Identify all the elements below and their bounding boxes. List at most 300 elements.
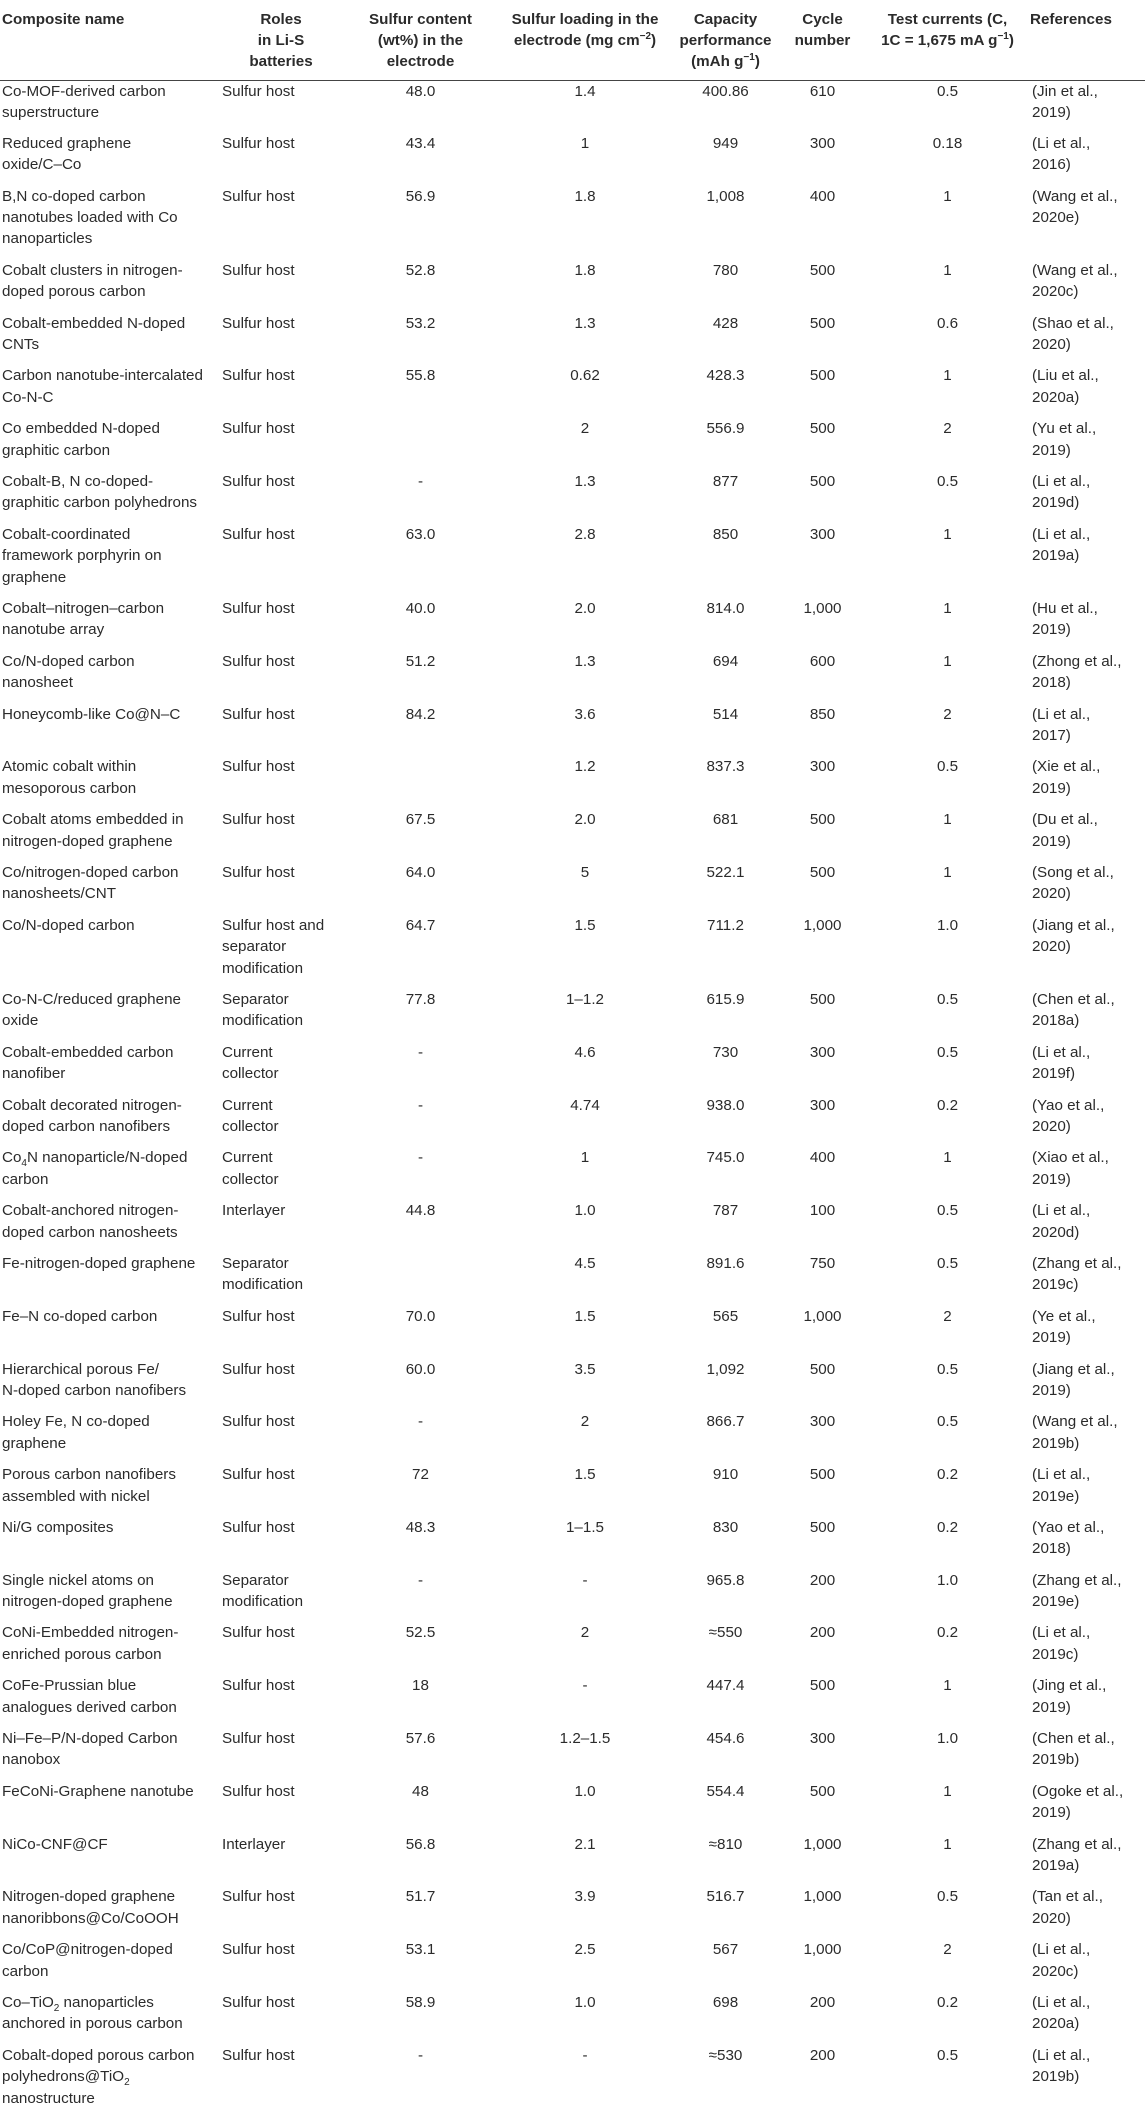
table-row [0, 1728, 1145, 1781]
cycle-number-cell: 200 [809, 1571, 836, 1589]
cycle-number-cell: 300 [809, 1730, 836, 1748]
role-cell: Sulfur host [222, 1624, 295, 1642]
sulfur-loading-cell: 2 [580, 1624, 590, 1642]
composite-name-cell: Co/N-doped carbon [2, 916, 135, 934]
header-cycle-number: Cycle number [778, 0, 867, 80]
table-row [0, 809, 1145, 862]
sulfur-loading-cell: - [582, 1571, 588, 1589]
table-row [0, 1517, 1145, 1570]
table-row [0, 418, 1145, 471]
test-current-cell: 0.5 [936, 1413, 959, 1431]
capacity-cell: 447.4 [706, 1677, 745, 1695]
cycle-number-cell: 400 [809, 187, 836, 205]
sulfur-loading-cell: 1.3 [574, 472, 596, 490]
test-current-cell: 1 [943, 599, 952, 617]
capacity-cell: 850 [712, 525, 739, 543]
cycle-number-cell: 1,000 [803, 1941, 842, 1959]
reference-cell: (Li et al., 2019a) [1032, 525, 1091, 565]
sulfur-content-cell: 51.7 [405, 1888, 436, 1906]
role-cell: Sulfur host [222, 1677, 295, 1695]
capacity-cell: 787 [712, 1202, 739, 1220]
composite-name-cell: CoNi-Embedded nitrogen- enriched porous carbon [2, 1624, 179, 1663]
capacity-cell: 814.0 [706, 599, 745, 617]
table-row [0, 1886, 1145, 1939]
reference-cell: (Li et al., 2019c) [1032, 1624, 1091, 1663]
sulfur-content-cell: - [417, 1571, 424, 1589]
role-cell: Sulfur host [222, 705, 295, 723]
sulfur-content-cell: 63.0 [405, 525, 436, 543]
reference-cell: (Li et al., 2019f) [1032, 1043, 1091, 1083]
cycle-number-cell: 300 [809, 525, 836, 543]
cycle-number-cell: 200 [809, 1624, 836, 1642]
reference-cell: (Zhong et al., 2018) [1032, 652, 1122, 692]
reference-cell: (Li et al., 2019e) [1032, 1466, 1091, 1505]
table-row [0, 1042, 1145, 1095]
test-current-cell: 1 [943, 811, 952, 829]
test-current-cell: 2 [943, 1941, 952, 1959]
header-sulfur-content: Sulfur content (wt%) in the electrode [344, 0, 497, 80]
sulfur-loading-cell: 1.3 [574, 314, 596, 332]
table-row [0, 915, 1145, 989]
reference-cell: (Zhang et al., 2019a) [1032, 1835, 1122, 1875]
test-current-cell: 0.5 [936, 1202, 959, 1220]
role-cell: Current collector [222, 1043, 279, 1083]
sulfur-loading-cell: 1.8 [574, 261, 596, 279]
sulfur-content-cell: 44.8 [405, 1202, 436, 1220]
composite-name-cell: Cobalt-embedded carbon nanofiber [2, 1043, 174, 1083]
capacity-cell: 837.3 [706, 758, 745, 776]
sulfur-loading-cell: 2.1 [574, 1835, 596, 1853]
test-current-cell: 0.5 [936, 1360, 959, 1378]
sulfur-loading-cell: 3.9 [574, 1888, 596, 1906]
composite-name-cell: Cobalt atoms embedded in nitrogen-doped graphene [2, 811, 184, 850]
capacity-cell: 1,092 [706, 1360, 745, 1378]
reference-cell: (Li et al., 2020a) [1032, 1994, 1091, 2033]
composite-name-cell: NiCo-CNF@CF [2, 1835, 108, 1853]
reference-cell: (Jing et al., 2019) [1032, 1677, 1107, 1716]
composite-name-cell: Cobalt-embedded N-doped CNTs [2, 314, 186, 353]
table-row [0, 651, 1145, 704]
test-current-cell: 1 [943, 525, 952, 543]
sulfur-loading-cell: 1.2 [574, 758, 596, 776]
composite-name-cell: Ni–Fe–P/N-doped Carbon nanobox [2, 1730, 178, 1769]
capacity-cell: 949 [712, 134, 739, 152]
test-current-cell: 1.0 [936, 1571, 959, 1589]
capacity-cell: 780 [712, 261, 739, 279]
capacity-cell: 554.4 [706, 1782, 745, 1800]
sulfur-content-cell: 53.1 [405, 1941, 436, 1959]
capacity-cell: 891.6 [706, 1254, 745, 1272]
role-cell: Sulfur host [222, 1413, 295, 1431]
composite-name-cell: CoFe-Prussian blue analogues derived carbon [2, 1677, 177, 1716]
cycle-number-cell: 1,000 [803, 1835, 842, 1853]
capacity-cell: 830 [712, 1518, 739, 1536]
sulfur-content-cell: 56.9 [405, 187, 436, 205]
test-current-cell: 0.5 [936, 472, 959, 490]
header-test-currents: Test currents (C, 1C = 1,675 mA $g^{-1}$) [867, 0, 1028, 80]
sulfur-loading-cell: 2.8 [574, 525, 596, 543]
composite-name-cell: Hierarchical porous Fe/ N-doped carbon nanofibers [2, 1360, 187, 1399]
role-cell: Current collector [222, 1096, 279, 1135]
role-cell: Sulfur host [222, 472, 295, 490]
table-row [0, 1675, 1145, 1728]
capacity-cell: ≈810 [708, 1835, 743, 1853]
capacity-cell: 910 [712, 1466, 739, 1484]
reference-cell: (Zhang et al., 2019c) [1032, 1254, 1122, 1294]
test-current-cell: 1 [943, 1149, 952, 1167]
role-cell: Sulfur host [222, 1994, 295, 2012]
capacity-cell: 514 [712, 705, 739, 723]
cycle-number-cell: 1,000 [803, 599, 842, 617]
composite-name-cell: Single nickel atoms on nitrogen-doped graphene [2, 1571, 173, 1611]
sulfur-content-cell: 77.8 [405, 990, 436, 1008]
role-cell: Sulfur host [222, 1307, 295, 1325]
test-current-cell: 0.5 [936, 1888, 959, 1906]
composite-name-cell: Fe-nitrogen-doped graphene [2, 1254, 196, 1272]
test-current-cell: 0.5 [936, 1254, 959, 1272]
role-cell: Sulfur host [222, 134, 295, 152]
capacity-cell: 694 [712, 652, 739, 670]
role-cell: Separator modification [222, 1254, 304, 1294]
reference-cell: (Zhang et al., 2019e) [1032, 1571, 1122, 1611]
table-row [0, 1147, 1145, 1200]
composite-name-cell: Cobalt-coordinated framework porphyrin on graphene [2, 525, 162, 586]
test-current-cell: 0.18 [932, 134, 963, 152]
reference-cell: (Li et al., 2019b) [1032, 2046, 1091, 2086]
capacity-cell: 556.9 [706, 420, 745, 438]
table-row [0, 989, 1145, 1042]
capacity-cell: ≈530 [708, 2046, 743, 2064]
sulfur-content-cell: 52.8 [405, 261, 436, 279]
capacity-cell: 711.2 [707, 916, 744, 934]
sulfur-loading-cell: 1 [580, 134, 590, 152]
role-cell: Sulfur host [222, 758, 295, 776]
composite-name-cell: Cobalt clusters in nitrogen- doped porous carbon [2, 261, 183, 301]
cycle-number-cell: 200 [809, 2046, 836, 2064]
sulfur-content-cell [344, 756, 497, 809]
table-body [0, 80, 1145, 2119]
role-cell: Current collector [222, 1149, 279, 1188]
test-current-cell: 1 [943, 261, 952, 279]
reference-cell: (Jiang et al., 2019) [1032, 1360, 1115, 1399]
table-row [0, 1992, 1145, 2045]
role-cell: Sulfur host [222, 1466, 295, 1484]
table-row [0, 524, 1145, 598]
reference-cell: (Ye et al., 2019) [1032, 1307, 1096, 1347]
table-row [0, 1570, 1145, 1623]
composite-name-cell: Co embedded N-doped graphitic carbon [2, 420, 160, 459]
table-row [0, 2045, 1145, 2119]
role-cell: Sulfur host [222, 811, 295, 829]
composite-name-cell: Cobalt–nitrogen–carbon nanotube array [2, 599, 165, 639]
role-cell: Sulfur host [222, 2046, 295, 2064]
table-row [0, 1359, 1145, 1412]
reference-cell: (Xiao et al., 2019) [1032, 1149, 1109, 1188]
reference-cell: (Jin et al., 2019) [1032, 82, 1098, 121]
sulfur-loading-cell: 2 [580, 420, 590, 438]
capacity-cell: 400.86 [702, 82, 749, 100]
composite-name-cell: Holey Fe, N co-doped graphene [2, 1413, 150, 1452]
reference-cell: (Song et al., 2020) [1032, 863, 1114, 903]
role-cell: Sulfur host [222, 652, 295, 670]
sulfur-content-cell: 67.5 [405, 811, 436, 829]
test-current-cell: 0.5 [936, 990, 959, 1008]
composite-name-cell: Fe–N co-doped carbon [2, 1307, 158, 1325]
test-current-cell: 0.5 [936, 82, 959, 100]
composite-name-cell: $Co_4N$ nanoparticle/N-doped carbon [2, 1149, 188, 1188]
test-current-cell: 1 [943, 187, 952, 205]
role-cell: Sulfur host [222, 1730, 295, 1748]
header-references: References [1028, 0, 1145, 80]
sulfur-loading-cell: 1 [580, 1149, 590, 1167]
role-cell: Sulfur host [222, 599, 295, 617]
test-current-cell: 2 [943, 1307, 952, 1325]
reference-cell: (Li et al., 2017) [1032, 705, 1091, 744]
sulfur-loading-cell: 2 [580, 1413, 590, 1431]
test-current-cell: 1 [943, 652, 952, 670]
table-header-row [0, 0, 1145, 80]
role-cell: Sulfur host [222, 1518, 295, 1536]
header-roles: Roles in Li-S batteries [218, 0, 344, 80]
cycle-number-cell: 500 [809, 1360, 836, 1378]
capacity-cell: ≈550 [708, 1624, 743, 1642]
table-row [0, 80, 1145, 133]
reference-cell: (Chen et al., 2019b) [1032, 1730, 1115, 1769]
sulfur-loading-cell: 4.74 [570, 1096, 600, 1114]
sulfur-loading-cell: 1–1.5 [565, 1518, 604, 1536]
cycle-number-cell: 500 [809, 367, 836, 385]
sulfur-loading-cell: 0.62 [570, 367, 600, 385]
table-row [0, 1622, 1145, 1675]
sulfur-content-cell: 52.5 [405, 1624, 436, 1642]
composite-name-cell: Co/CoP@nitrogen-doped carbon [2, 1941, 173, 1980]
cycle-number-cell: 850 [809, 705, 836, 723]
capacity-cell: 877 [712, 472, 739, 490]
table-row [0, 598, 1145, 651]
composite-name-cell: Cobalt-anchored nitrogen- doped carbon nanosheets [2, 1202, 179, 1241]
sulfur-content-cell: 57.6 [405, 1730, 436, 1748]
sulfur-content-cell: 53.2 [405, 314, 436, 332]
test-current-cell: 0.5 [936, 758, 959, 776]
sulfur-loading-cell: 1.3 [574, 652, 596, 670]
reference-cell: (Shao et al., 2020) [1032, 314, 1114, 353]
composite-name-cell: B,N co-doped carbon nanotubes loaded with Co nanoparticles [2, 187, 178, 248]
capacity-cell: 428 [712, 314, 739, 332]
cycle-number-cell: 1,000 [803, 1888, 842, 1906]
test-current-cell: 1 [943, 1677, 952, 1695]
capacity-cell: 745.0 [706, 1149, 745, 1167]
sulfur-loading-cell: 2.5 [574, 1941, 596, 1959]
composite-name-cell: FeCoNi-Graphene nanotube [2, 1782, 194, 1800]
sulfur-content-cell: 64.7 [405, 916, 436, 934]
sulfur-loading-cell: 1.8 [574, 187, 596, 205]
sulfur-loading-cell: 2.0 [574, 599, 596, 617]
sulfur-loading-cell: 3.5 [574, 1360, 596, 1378]
test-current-cell: 2 [943, 705, 952, 723]
reference-cell: (Xie et al., 2019) [1032, 758, 1101, 797]
test-current-cell: 0.5 [936, 1043, 959, 1061]
role-cell: Interlayer [222, 1835, 286, 1853]
table-row [0, 186, 1145, 260]
sulfur-content-cell: - [417, 1149, 424, 1167]
cycle-number-cell: 400 [809, 1149, 836, 1167]
sulfur-content-cell: - [417, 2046, 424, 2064]
composite-name-cell: Nitrogen-doped graphene nanoribbons@Co/CoOOH [2, 1888, 179, 1927]
reference-cell: (Li et al., 2020c) [1032, 1941, 1091, 1980]
composite-name-cell: Honeycomb-like Co@N–C [2, 705, 181, 723]
sulfur-loading-cell: 5 [580, 863, 590, 881]
table-row [0, 365, 1145, 418]
capacity-cell: 938.0 [706, 1096, 745, 1114]
cycle-number-cell: 300 [809, 1043, 836, 1061]
cycle-number-cell: 100 [809, 1202, 836, 1220]
role-cell: Sulfur host [222, 1782, 295, 1800]
table-row [0, 1781, 1145, 1834]
cycle-number-cell: 500 [809, 811, 836, 829]
composite-name-cell: Co/nitrogen-doped carbon nanosheets/CNT [2, 863, 179, 903]
capacity-cell: 730 [712, 1043, 739, 1061]
test-current-cell: 0.2 [936, 1994, 959, 2012]
sulfur-content-cell: 48.3 [405, 1518, 436, 1536]
role-cell: Sulfur host [222, 863, 295, 881]
table-row [0, 862, 1145, 915]
role-cell: Sulfur host [222, 1360, 295, 1378]
cycle-number-cell: 300 [809, 1413, 836, 1431]
table-row [0, 471, 1145, 524]
test-current-cell: 0.2 [936, 1466, 959, 1484]
sulfur-loading-cell: 1–1.2 [565, 990, 604, 1008]
capacity-cell: 516.7 [706, 1888, 745, 1906]
role-cell: Sulfur host and separator modification [222, 916, 325, 977]
cycle-number-cell: 500 [809, 1782, 836, 1800]
capacity-cell: 1,008 [706, 187, 745, 205]
sulfur-content-cell: 70.0 [405, 1307, 436, 1325]
cycle-number-cell: 300 [809, 134, 836, 152]
reference-cell: (Wang et al., 2020c) [1032, 261, 1118, 301]
sulfur-content-cell: 72 [412, 1466, 429, 1484]
sulfur-loading-cell: 4.5 [574, 1254, 596, 1272]
cycle-number-cell: 750 [809, 1254, 836, 1272]
sulfur-loading-cell: 1.0 [574, 1202, 596, 1220]
capacity-cell: 567 [712, 1941, 739, 1959]
role-cell: Sulfur host [222, 82, 295, 100]
sulfur-loading-cell: 1.0 [574, 1994, 596, 2012]
role-cell: Sulfur host [222, 1941, 295, 1959]
reference-cell: (Liu et al., 2020a) [1032, 367, 1099, 406]
capacity-cell: 698 [712, 1994, 739, 2012]
reference-cell: (Ogoke et al., 2019) [1032, 1782, 1124, 1822]
cycle-number-cell: 500 [809, 420, 836, 438]
composite-name-cell: Co-N-C/reduced graphene oxide [2, 990, 181, 1030]
test-current-cell: 1.0 [936, 1730, 959, 1748]
capacity-cell: 522.1 [706, 863, 745, 881]
test-current-cell: 2 [943, 420, 952, 438]
composite-name-cell: Cobalt-doped porous carbon polyhedrons@TiO$_2$ nanostructure [2, 2046, 195, 2107]
sulfur-content-cell: - [417, 1413, 424, 1431]
sulfur-content-cell [344, 1253, 497, 1306]
cycle-number-cell: 500 [809, 1518, 836, 1536]
reference-cell: (Tan et al., 2020) [1032, 1888, 1103, 1927]
test-current-cell: 0.2 [936, 1096, 959, 1114]
capacity-cell: 866.7 [706, 1413, 745, 1431]
composite-name-cell: Reduced graphene oxide/C–Co [2, 134, 132, 174]
reference-cell: (Wang et al., 2020e) [1032, 187, 1118, 226]
sulfur-content-cell [344, 418, 497, 471]
test-current-cell: 1.0 [936, 916, 959, 934]
sulfur-content-cell: 43.4 [405, 134, 436, 152]
reference-cell: (Wang et al., 2019b) [1032, 1413, 1118, 1452]
sulfur-loading-cell: - [582, 2046, 588, 2064]
sulfur-content-cell: - [417, 472, 424, 490]
sulfur-content-cell: 48 [412, 1782, 429, 1800]
table-row [0, 756, 1145, 809]
role-cell: Sulfur host [222, 367, 295, 385]
sulfur-loading-cell: - [582, 1677, 588, 1695]
table-row [0, 704, 1145, 757]
test-current-cell: 1 [943, 863, 952, 881]
reference-cell: (Du et al., 2019) [1032, 811, 1098, 850]
reference-cell: (Yao et al., 2020) [1032, 1096, 1105, 1135]
header-sulfur-loading: Sulfur loading in the electrode (mg $cm^{-2}$) [497, 0, 673, 80]
reference-cell: (Li et al., 2016) [1032, 134, 1091, 174]
header-composite-name: Composite name [0, 0, 218, 80]
cycle-number-cell: 600 [809, 652, 836, 670]
sulfur-loading-cell: 3.6 [574, 705, 596, 723]
capacity-cell: 681 [712, 811, 739, 829]
test-current-cell: 0.5 [936, 2046, 959, 2064]
cycle-number-cell: 500 [809, 1466, 836, 1484]
sulfur-loading-cell: 4.6 [574, 1043, 596, 1061]
test-current-cell: 0.2 [936, 1518, 959, 1536]
reference-cell: (Li et al., 2020d) [1032, 1202, 1091, 1241]
cycle-number-cell: 300 [809, 1096, 836, 1114]
test-current-cell: 1 [943, 1782, 952, 1800]
sulfur-content-cell: 84.2 [405, 705, 436, 723]
header-capacity: Capacity performance (mAh $g^{-1}$) [673, 0, 778, 80]
sulfur-loading-cell: 1.2–1.5 [559, 1730, 611, 1748]
table-row [0, 1200, 1145, 1253]
composite-name-cell: Co-MOF-derived carbon superstructure [2, 82, 166, 121]
cycle-number-cell: 500 [809, 1677, 836, 1695]
table-row [0, 313, 1145, 366]
test-current-cell: 1 [943, 367, 952, 385]
table-row [0, 1939, 1145, 1992]
sulfur-content-cell: 56.8 [405, 1835, 436, 1853]
composite-name-cell: Atomic cobalt within mesoporous carbon [2, 758, 137, 797]
cycle-number-cell: 500 [809, 990, 836, 1008]
capacity-cell: 565 [712, 1307, 739, 1325]
table-row [0, 1253, 1145, 1306]
cycle-number-cell: 500 [809, 472, 836, 490]
role-cell: Separator modification [222, 990, 304, 1030]
test-current-cell: 0.6 [936, 314, 959, 332]
sulfur-content-cell: 60.0 [405, 1360, 436, 1378]
composite-name-cell: Ni/G composites [2, 1518, 114, 1536]
reference-cell: (Hu et al., 2019) [1032, 599, 1098, 639]
composite-name-cell: Carbon nanotube-intercalated Co-N-C [2, 367, 203, 406]
sulfur-loading-cell: 1.0 [574, 1782, 596, 1800]
cycle-number-cell: 500 [809, 863, 836, 881]
cycle-number-cell: 610 [809, 82, 836, 100]
sulfur-content-cell: 18 [412, 1677, 429, 1695]
role-cell: Interlayer [222, 1202, 286, 1220]
reference-cell: (Chen et al., 2018a) [1032, 990, 1115, 1030]
composite-name-cell: Cobalt decorated nitrogen- doped carbon nanofibers [2, 1096, 182, 1135]
capacity-cell: 454.6 [706, 1730, 745, 1748]
role-cell: Sulfur host [222, 420, 295, 438]
test-current-cell: 0.2 [936, 1624, 959, 1642]
role-cell: Separator modification [222, 1571, 304, 1611]
